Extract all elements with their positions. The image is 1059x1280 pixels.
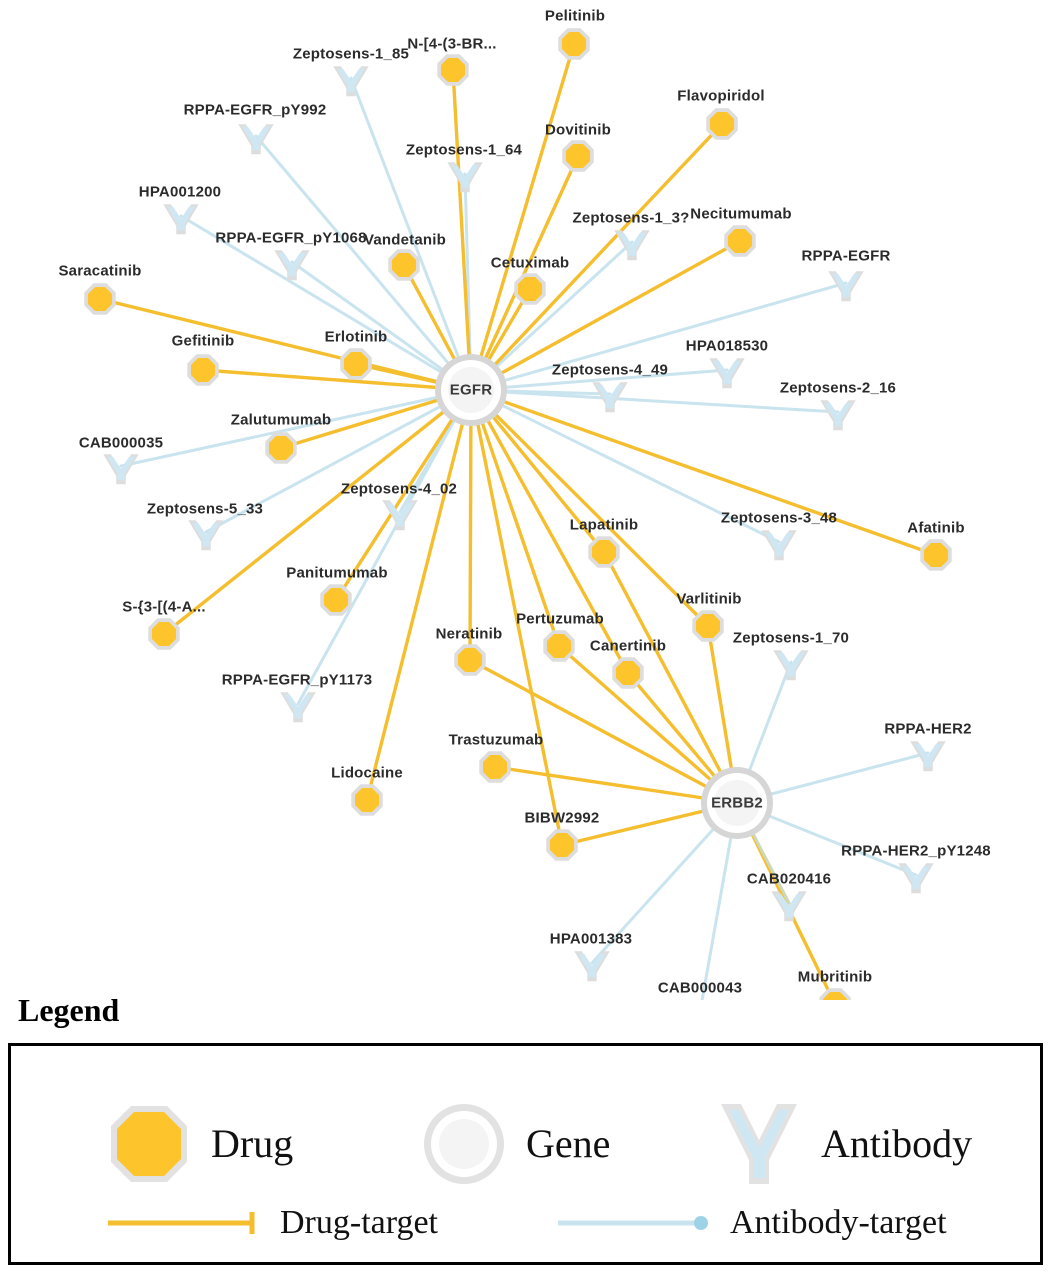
antibody-label: Zeptosens-1_3?	[572, 209, 690, 227]
antibody-node[interactable]	[709, 358, 744, 388]
drug-node[interactable]	[458, 648, 482, 672]
legend-label-drug-target: Drug-target	[280, 1204, 438, 1241]
drug-node[interactable]	[728, 229, 752, 253]
antibody-label: RPPA-HER2	[884, 720, 972, 738]
drug-label: Gefitinib	[171, 332, 235, 350]
antibody-label: RPPA-EGFR_pY1068	[215, 229, 367, 247]
drug-node[interactable]	[924, 543, 948, 567]
antibody-icon	[711, 1096, 807, 1192]
drug-label: Trastuzumab	[448, 731, 544, 749]
antibody-label: CAB000035	[78, 434, 164, 452]
drug-label: BIBW2992	[524, 809, 600, 827]
drug-label: Vandetanib	[363, 231, 447, 249]
legend-label-drug: Drug	[211, 1121, 294, 1166]
drug-target-edge-icon	[106, 1208, 266, 1238]
antibody-node[interactable]	[382, 500, 417, 530]
drug-label: N-[4-(3-BR...	[407, 35, 497, 53]
drug-node[interactable]	[696, 614, 720, 638]
drug-node[interactable]	[324, 588, 348, 612]
antibody-label: Zeptosens-3_48	[720, 509, 838, 527]
drug-node[interactable]	[710, 112, 734, 136]
antibody-node[interactable]	[820, 400, 855, 430]
antibody-label: CAB000043	[657, 979, 743, 997]
antibody-node[interactable]	[773, 650, 808, 680]
antibody-node[interactable]	[761, 530, 796, 560]
antibody-label: Zeptosens-1_70	[732, 629, 850, 647]
drug-node[interactable]	[518, 277, 542, 301]
drug-node[interactable]	[344, 352, 368, 376]
network-edge	[471, 390, 708, 626]
antibody-node[interactable]	[163, 204, 198, 234]
drug-label: Pertuzumab	[516, 610, 604, 628]
drug-node[interactable]	[562, 32, 586, 56]
drug-label: Flavopiridol	[677, 87, 765, 105]
antibody-label: HPA001383	[549, 930, 633, 948]
antibody-node[interactable]	[103, 454, 138, 484]
drug-label: Neratinib	[435, 625, 503, 643]
drug-label: Varlitinib	[676, 590, 742, 608]
antibody-label: HPA018530	[685, 337, 769, 355]
drug-node[interactable]	[566, 144, 590, 168]
drug-label: Cetuximab	[490, 254, 570, 272]
drug-label: Lidocaine	[331, 764, 403, 782]
legend-label-gene: Gene	[526, 1121, 611, 1166]
antibody-target-edge-icon	[556, 1208, 716, 1238]
drug-node[interactable]	[269, 436, 293, 460]
drug-node[interactable]	[592, 540, 616, 564]
antibody-label: RPPA-EGFR	[801, 247, 891, 265]
legend-box	[8, 1043, 1043, 1265]
legend-label-antibody: Antibody	[821, 1121, 973, 1166]
antibody-node[interactable]	[280, 692, 315, 722]
drug-node[interactable]	[392, 253, 416, 277]
antibody-node[interactable]	[614, 230, 649, 260]
gene-label: EGFR	[449, 381, 493, 399]
legend-item-antibody	[711, 1096, 972, 1192]
legend-item-drug	[101, 1096, 293, 1192]
legend-label-antibody-target: Antibody-target	[730, 1204, 947, 1241]
antibody-node[interactable]	[574, 951, 609, 981]
drug-node[interactable]	[88, 287, 112, 311]
drug-label: Saracatinib	[58, 262, 142, 280]
drug-label: Panitumumab	[286, 564, 388, 582]
antibody-label: CAB020416	[746, 870, 832, 888]
antibody-label: RPPA-HER2_pY1248	[841, 842, 991, 860]
drug-label: Pelitinib	[544, 7, 606, 25]
drug-node[interactable]	[355, 788, 379, 812]
network-edge	[471, 156, 578, 390]
antibody-label: RPPA-EGFR_pY992	[183, 101, 327, 119]
network-edge	[470, 390, 471, 660]
drug-node[interactable]	[152, 622, 176, 646]
drug-node[interactable]	[191, 358, 215, 382]
legend-title: Legend	[18, 992, 120, 1028]
network-edge	[453, 70, 471, 390]
antibody-node[interactable]	[188, 520, 223, 550]
drug-label: Zalutumumab	[230, 411, 332, 429]
antibody-label: Zeptosens-1_64	[405, 141, 523, 159]
antibody-label: Zeptosens-1_85	[292, 45, 410, 63]
antibody-label: HPA001200	[138, 183, 222, 201]
antibody-node[interactable]	[898, 863, 933, 893]
drug-label: Dovitinib	[545, 121, 611, 139]
drug-label: Erlotinib	[324, 328, 388, 346]
legend-item-antibody-target	[556, 1206, 947, 1240]
network-edge	[471, 44, 574, 390]
drug-label: Canertinib	[589, 637, 667, 655]
drug-label: Afatinib	[907, 519, 965, 537]
legend-item-drug-target	[106, 1206, 438, 1240]
antibody-node[interactable]	[447, 162, 482, 192]
drug-node[interactable]	[547, 634, 571, 658]
drug-node[interactable]	[550, 833, 574, 857]
gene-icon	[416, 1096, 512, 1192]
drug-node[interactable]	[483, 755, 507, 779]
legend-item-gene	[416, 1096, 610, 1192]
drug-icon	[101, 1096, 197, 1192]
gene-label: ERBB2	[711, 794, 763, 812]
drug-node[interactable]	[441, 58, 465, 82]
drug-label: Necitumumab	[690, 205, 792, 223]
drug-label: Mubritinib	[797, 968, 873, 986]
antibody-label: Zeptosens-2_16	[779, 379, 897, 397]
antibody-node[interactable]	[771, 891, 806, 921]
antibody-label: Zeptosens-4_02	[340, 480, 458, 498]
antibody-label: Zeptosens-4_49	[551, 361, 669, 379]
drug-node[interactable]	[616, 661, 640, 685]
antibody-label: Zeptosens-5_33	[146, 500, 264, 518]
antibody-label: RPPA-EGFR_pY1173	[221, 671, 373, 689]
antibody-node[interactable]	[333, 66, 368, 96]
drug-label: Lapatinib	[569, 516, 639, 534]
drug-label: S-{3-[(4-A...	[122, 598, 206, 616]
